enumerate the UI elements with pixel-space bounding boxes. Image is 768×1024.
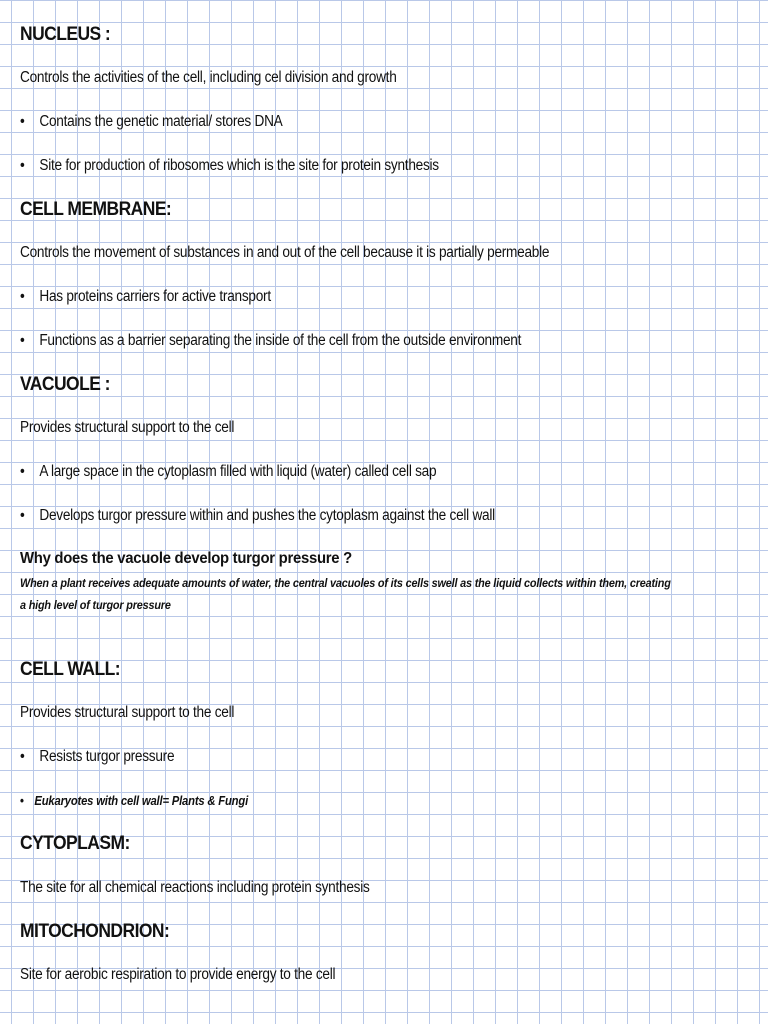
bullet-icon: • [20, 113, 25, 130]
list-item [20, 114, 283, 130]
list-item [20, 333, 521, 349]
bullet-icon: • [20, 332, 25, 349]
heading-cytoplasm: CYTOPLASM: [20, 833, 130, 854]
bullet-icon: • [20, 463, 25, 480]
bullet-icon: • [20, 288, 25, 305]
vacuole-question: Why does the vacuole develop turgor pressure ? [20, 550, 352, 567]
heading-mitochondrion: MITOCHONDRION: [20, 921, 170, 942]
bullet-text: Site for production of ribosomes which is the site for protein synthesis [39, 157, 439, 174]
heading-vacuole: VACUOLE : [20, 374, 110, 395]
list-item [20, 158, 439, 174]
cell-wall-description: Provides structural support to the cell [20, 704, 235, 721]
vacuole-answer-line-2: a high level of turgor pressure [20, 598, 171, 612]
bullet-icon: • [20, 794, 24, 808]
nucleus-description: Controls the activities of the cell, including cel division and growth [20, 69, 397, 86]
vacuole-answer-line-1: When a plant receives adequate amounts of water, the central vacuoles of its cells swell as the liquid collects within them, creating [20, 576, 671, 590]
bullet-text: Contains the genetic material/ stores DNA [39, 113, 283, 130]
bullet-text: Resists turgor pressure [39, 748, 175, 765]
heading-cell-wall: CELL WALL: [20, 659, 120, 680]
bullet-text: Develops turgor pressure within and pushes the cytoplasm against the cell wall [39, 507, 495, 524]
cell-membrane-description: Controls the movement of substances in and out of the cell because it is partially permeable [20, 244, 550, 261]
bullet-text: A large space in the cytoplasm filled with liquid (water) called cell sap [39, 463, 437, 480]
cytoplasm-description: The site for all chemical reactions including protein synthesis [20, 879, 370, 896]
mitochondrion-description: Site for aerobic respiration to provide energy to the cell [20, 966, 336, 983]
bullet-text: Functions as a barrier separating the inside of the cell from the outside environment [39, 332, 522, 349]
heading-cell-membrane: CELL MEMBRANE: [20, 199, 172, 220]
bullet-icon: • [20, 157, 25, 174]
bullet-icon: • [20, 748, 25, 765]
list-item [20, 508, 495, 524]
list-item [20, 795, 248, 808]
bullet-icon: • [20, 507, 25, 524]
bullet-text: Has proteins carriers for active transport [39, 288, 271, 305]
list-item [20, 464, 436, 480]
heading-nucleus: NUCLEUS : [20, 24, 111, 45]
list-item [20, 289, 271, 305]
vacuole-description: Provides structural support to the cell [20, 419, 235, 436]
list-item [20, 749, 174, 765]
bullet-text: Eukaryotes with cell wall= Plants & Fungi [34, 794, 249, 808]
